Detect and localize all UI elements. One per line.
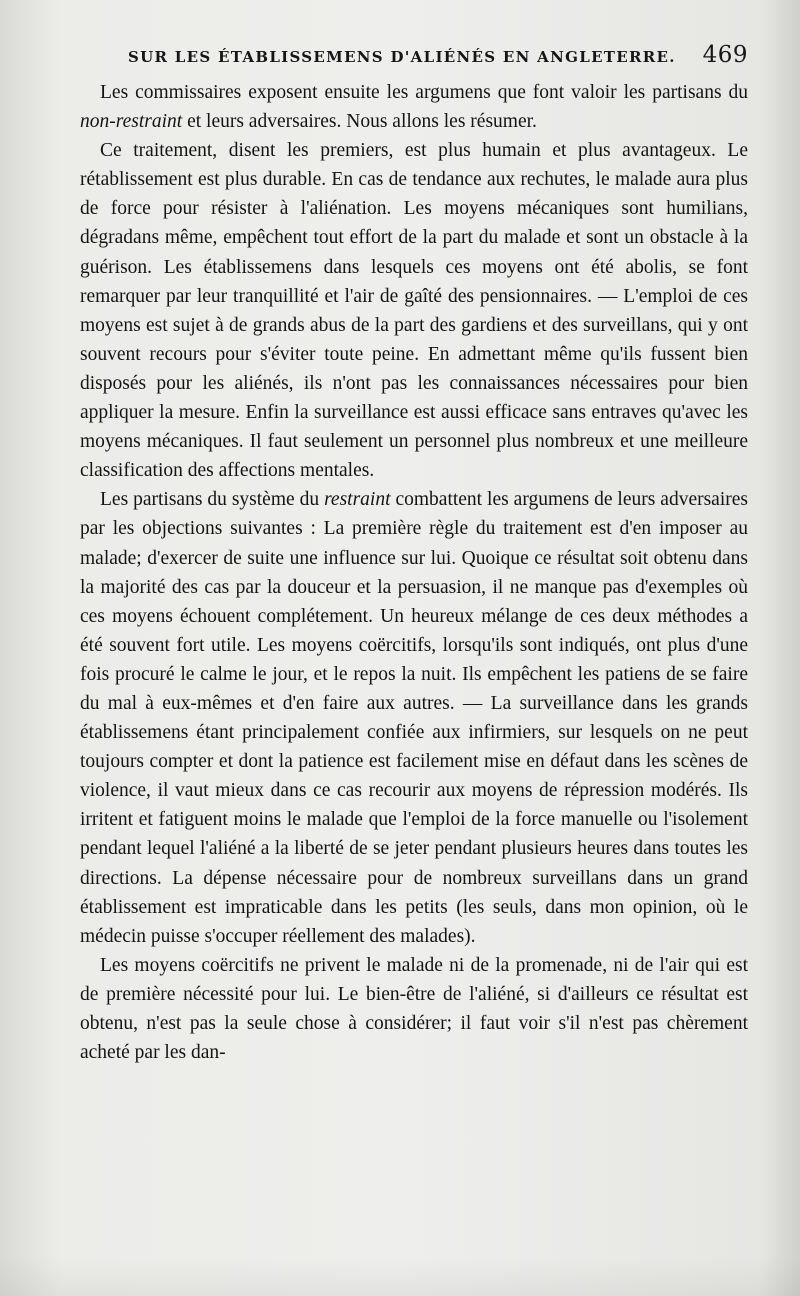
paragraph-3 [80,485,748,951]
paragraph-1-text-b: et leurs adversaires. Nous allons les résumer. [182,111,537,133]
running-head: SUR LES ÉTABLISSEMENS D'ALIÉNÉS EN ANGLETERRE. [128,48,676,66]
italic-term-non-restraint: non-restraint [80,111,183,133]
page-number: 469 [702,42,748,68]
paragraph-3-text-a: Les partisans du système du [100,489,325,511]
paragraph-3-text-b: combattent les argumens de leurs adversaires par les objections suivantes : La première règle du traitement est d'en imposer au malade; d'exercer de suite une influence sur lui. Quoique ce résultat soit obtenu dans la majorité des cas par la douceur et la persuasion, il ne manque pas d'exemples où ces moyens échouent complétement. Un heureux mélange de ces deux méthodes a été souvent fort utile. Les moyens coërcitifs, lorsqu'ils sont indiqués, ont plus d'une fois procuré le calme le jour, et le repos la nuit. Ils empêchent les patiens de se faire du mal à eux-mêmes et d'en faire aux autres. — La surveillance dans les grands établissemens étant principalement confiée aux infirmiers, sur lesquels on ne peut toujours compter et dont la patience est facilement mise en défaut dans les scènes de violence, il vaut mieux dans ce cas recourir aux moyens de répression modérés. Ils irritent et fatiguent moins le malade que l'emploi de la force manuelle ou l'isolement pendant lequel l'aliéné a la liberté de se jeter pendant plusieurs heures dans toutes les directions. La dépense nécessaire pour de nombreux surveillans dans un grand établissement est impraticable dans les petits (les seuls, dans mon opinion, où le médecin puisse s'occuper réellement des malades). [80,489,748,947]
italic-term-restraint: restraint [324,489,391,511]
paragraph-1-text-a: Les commissaires exposent ensuite les argumens que font valoir les partisans du [100,82,748,103]
paragraph-1 [80,78,748,136]
paragraph-4: Les moyens coërcitifs ne privent le malade ni de la promenade, ni de l'air qui est de première nécessité pour lui. Le bien-être de l'aliéné, si d'ailleurs ce résultat est obtenu, n'est pas la seule chose à considérer; il faut voir s'il n'est pas chèrement acheté par les dan- [80,954,748,1064]
body-text [80,78,748,1067]
paragraph-2: Ce traitement, disent les premiers, est plus humain et plus avantageux. Le rétablissement est plus durable. En cas de tendance aux rechutes, le malade aura plus de force pour résister à l'aliénation. Les moyens mécaniques sont humilians, dégradans même, empêchent tout effort de la part du malade et sont un obstacle à la guérison. Les établissemens dans lesquels ces moyens ont été abolis, se font remarquer par leur tranquillité et l'air de gaîté des pensionnaires. — L'emploi de ces moyens est sujet à de grands abus de la part des gardiens et des surveillans, qui y ont souvent recours pour s'éviter toute peine. En admettant même qu'ils fussent bien disposés pour les aliénés, ils n'ont pas les connaissances nécessaires pour bien appliquer la mesure. Enfin la surveillance est aussi efficace sans entraves qu'avec les moyens mécaniques. Il faut seulement un personnel plus nombreux et une meilleure classification des affections mentales. [80,140,748,482]
page-header [128,42,748,68]
